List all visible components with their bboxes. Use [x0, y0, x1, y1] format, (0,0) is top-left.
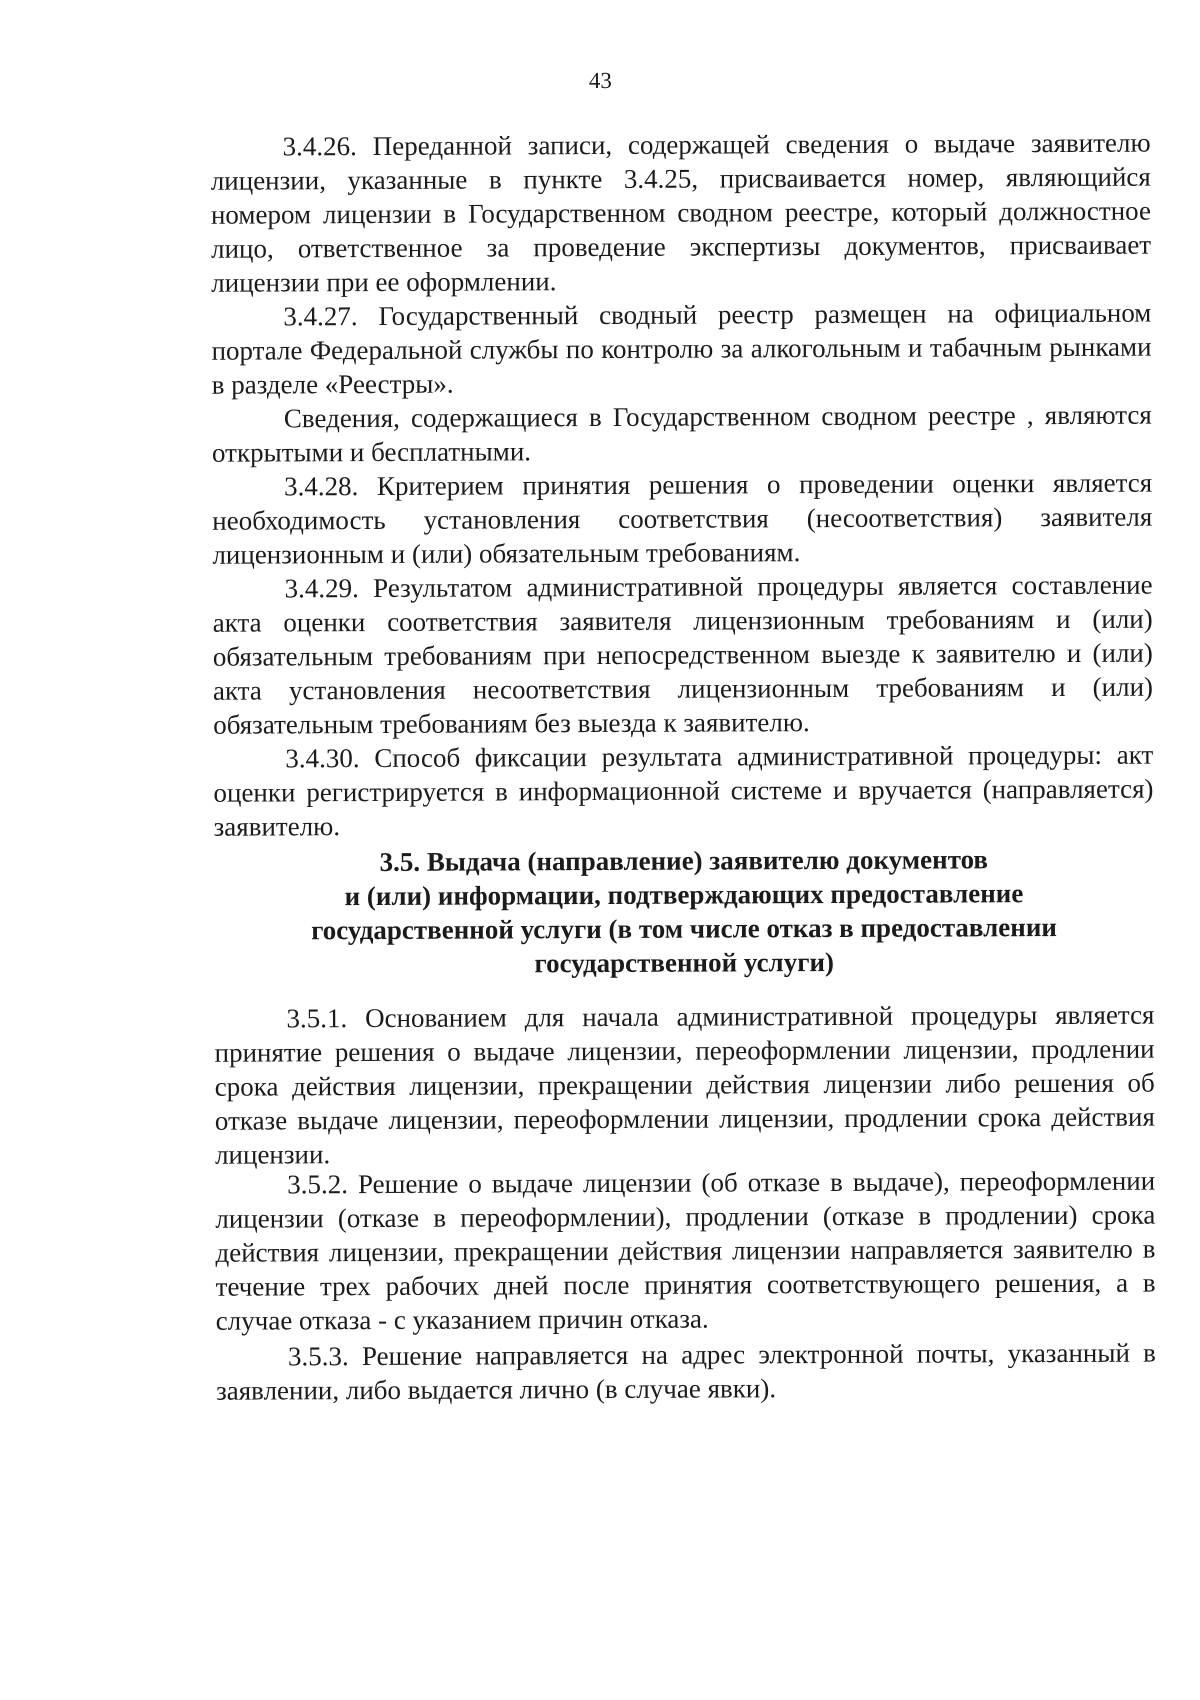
paragraph-3-5-2: 3.5.2. Решение о выдаче лицензии (об отказе в выдаче), переоформлении лицензии (отказе в переоформлении), продлении (отказе в продлении) срока действия лицензии, прекращении действия лицензии направляется заявителю в течение трех рабочих дней после принятия соответствующего решения, а в случае отказа - с указанием причин отказа.: [215, 1165, 1156, 1336]
paragraph-3-4-28: 3.4.28. Критерием принятия решения о проведении оценки является необходимость установления соответствия (несоответствия) заявителя лицензионным и (или) обязательным требованиям.: [212, 467, 1153, 570]
section-heading-line: 3.5. Выдача (направление) заявителю документов: [379, 844, 989, 877]
paragraph-svedeniya: Сведения, содержащиеся в Государственном сводном реестре , являются открытыми и бесплатными.: [211, 399, 1152, 468]
section-heading-line: государственной услуги (в том числе отказ в предоставлении: [311, 912, 1057, 946]
paragraph-3-4-27: 3.4.27. Государственный сводный реестр размещен на официальном портале Федеральной службы по контролю за алкогольным и табачным рынками в разделе «Реестры».: [211, 297, 1152, 400]
paragraph-3-4-30: 3.4.30. Способ фиксации результата административной процедуры: акт оценки регистрируется в информационной системе и вручается (направляется) заявителю.: [213, 739, 1154, 842]
section-heading-line: государственной услуги): [534, 946, 835, 979]
paragraph-3-5-1: 3.5.1. Основанием для начала административной процедуры является принятие решения о выдаче лицензии, переоформлении лицензии, продлении срока действия лицензии, прекращении действия лицензии либо решения об отказе выдаче лицензии, переоформлении лицензии, продлении срока действия лицензии.: [214, 999, 1155, 1170]
paragraph-3-4-26: 3.4.26. Переданной записи, содержащей сведения о выдаче заявителю лицензии, указанные в пункте 3.4.25, присваивается номер, являющийся номером лицензии в Государственном сводном реестре, который должностное лицо, ответственное за проведение экспертизы документов, присваивает лицензии при ее оформлении.: [210, 127, 1152, 298]
paragraph-3-5-3: 3.5.3. Решение направляется на адрес электронной почты, указанный в заявлении, либо выдается лично (в случае явки).: [215, 1337, 1156, 1406]
paragraph-3-4-29: 3.4.29. Результатом административной процедуры является составление акта оценки соответствия заявителя лицензионным требованиям и (или) обязательным требованиям при непосредственном выезде к заявителю и (или) акта установления несоответствия лицензионным требованиям и (или) обязательным требованиям без выезда к заявителю.: [212, 569, 1154, 740]
section-heading-3-5: [244, 842, 1125, 982]
section-heading-line: и (или) информации, подтверждающих предоставление: [344, 878, 1024, 912]
page-number: 43: [588, 67, 612, 94]
